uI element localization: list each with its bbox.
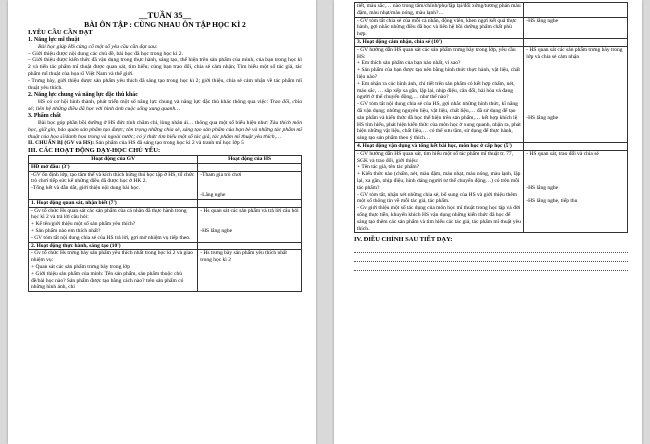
header-teacher: Hoạt động của GV [29, 155, 198, 163]
section-heading-objectives: I.YÊU CẦU CẦN ĐẠT [28, 29, 93, 36]
objective-line: – Giới thiệu được kiến thức đã vận dụng trong thực hành, sáng tạo, thể hiện trên sản phẩm của mình, của bạn trong học kì 2 và tiến tác phẩm mĩ thuật được quan sát, tìm hiểu; củng bạn trao đổi, chia sẻ cảm nhận; Tìm hiểu một số tác giả, tác phẩm mĩ thuật của họa sĩ Việt Nam và thế giới. [28, 57, 302, 78]
teacher-activity-cell: 2. Hoạt động thực hành, sáng tạo (10') [29, 242, 198, 250]
qualities-text [28, 120, 302, 141]
table-row [29, 250, 302, 292]
section-heading-activities: III. CÁC HOẠT ĐỘNG DẠY-HỌC CHỦ YẾU: [28, 147, 161, 155]
student-activity-cell [524, 142, 628, 150]
student-activity-cell: - Hs trưng bày sản phẩm yêu thích nhất trong học kì 2 [198, 250, 302, 292]
document-page-1 [8, 0, 316, 444]
student-activity-cell: - HS quan sát các sản phẩm trưng bày trong lớp và chia sẻ cảm nhận -HS lắng nghe [524, 46, 628, 142]
teacher-activity-cell: - GV hướng dẫn HS quan sát, tìm hiểu một số tác phẩm mĩ thuật tr. 77, SGK và trao đổi, giới thiệu: + Tên tác giả, tên tác phẩm? + Kiến thức nào (chấm, nét, màu đậm, màu nhạt, màu nóng, màu lạnh, lặp lại, xa gần, nhịp điệu, hình dáng người tư thế chuyển động…) có trên mỗi tác phẩm? - GV tóm tắt, nhận xét những chia sẻ, bổ sung của HS và giới thiệu thêm một số thông tin về mỗi tác giả, tác phẩm. - Gv giới thiệu một số tác dụng của môn học mĩ thuật trong học tập và đời sống thực tiễn, khuyến khích HS vận dụng những kiến thức đã học để sáng tạo thêm các sản phẩm và tìm hiểu các tác giả, tác phẩm mĩ thuật yêu thích. [355, 150, 524, 233]
subheading-qualities: 3. Phẩm chất [28, 112, 61, 119]
table-header-row [29, 155, 302, 163]
student-activity-cell [198, 163, 302, 171]
section-heading-adjustment: IV. ĐIỀU CHỈNH SAU TIẾT DẠY: [354, 236, 453, 244]
page-1-content [28, 10, 302, 292]
table-row [355, 17, 628, 38]
teacher-activity-cell: - GV tóm tắt chia sẻ của mỗi cá nhân, động viên, khen ngợi kết quả thực hành, gợi nhắc những điều đã học và liên hệ bồi dưỡng phẩm chất phù hợp. [355, 17, 524, 38]
activities-table-page-1 [28, 155, 302, 292]
teacher-activity-cell: 1. Hoạt động quan sát, nhận biết (7') [29, 199, 198, 207]
table-row [29, 207, 302, 242]
activities-table-page-2 [354, 2, 628, 233]
table-section-row [29, 163, 302, 171]
objective-line: – Giới thiệu được nội dung các chủ đề, bài học đã học trong học kì 2. [28, 50, 183, 57]
student-activity-cell [524, 3, 628, 18]
table-row [355, 3, 628, 18]
table-row [355, 46, 628, 142]
table-row [29, 171, 302, 199]
teacher-activity-cell: tiết, màu sắc,… nào trong tâm/chính/phụ/lặp lại/đối xứng/tương phản màu đậm, màu nhạt/màu nóng, màu lạnh?… [355, 3, 524, 18]
student-activity-cell [524, 38, 628, 46]
teacher-activity-cell: HĐ mở đầu: (3') [29, 163, 198, 171]
general-competence-body: HS có cơ hội hình thành, phát triển một số năng lực chung và năng lực đặc thù khác thông qua việc: [38, 98, 269, 105]
document-page-2 [334, 0, 642, 444]
table-section-row [29, 242, 302, 250]
teacher-activity-cell: - Gv tổ chức Hs quan sát các sản phẩm của cá nhân đã thực hành trong học kì 2 và trả lời câu hỏi: + Kể tên/giới thiệu một số sản phẩm yêu thích? + Sản phẩm nào em thích nhất? - GV tóm tắt nội dung chia sẻ của HS trả lời, gợi mở nhiệm vụ tiếp theo. [29, 207, 198, 242]
objective-line: - Trưng bày, giới thiệu được sản phẩm yêu thích đã sáng tạo trong học kì 2; giới thiệu, chia sẻ cảm nhận về tác phẩm mĩ thuật yêu thích. [28, 78, 302, 92]
student-activity-cell: -Tham gia trò chơi -Lắng nghe [198, 171, 302, 199]
header-student: Hoạt động của HS [198, 155, 302, 163]
table-row [355, 150, 628, 233]
student-activity-cell [198, 199, 302, 207]
subheading-art-competence: 1. Năng lực mĩ thuật [28, 36, 80, 43]
page-2-content [354, 2, 628, 271]
general-competence-italic: Trao đổi, chia sẻ; liên hệ những điều đã học với hình ảnh cuộc sống xung quanh… [28, 98, 303, 112]
table-section-row [355, 142, 628, 150]
preparation-label: II. CHUẨN BỊ (GV và HS): [28, 140, 95, 147]
teacher-activity-cell: - GV hướng dẫn HS quan sát các sản phẩm trưng bày trong lớp, yêu cầu HS: + Em thích sản phẩm của bạn nào nhất, vì sao? + Sản phẩm của bạn được tạo nên bằng hình thức thực hành, vật liệu, chất liệu nào? + Em nhận ra các hình ảnh, chi tiết trên sản phẩm có kết hợp chấm, nét, màu sắc, … sắp xếp xa gần, lặp lại, nhịp điệu, cân đối, hài hòa và đang người ở thế chuyển động,… như thế nào? - GV tóm tắt nội dung chia sẻ của HS, gợi nhắc những hình thức, kĩ năng đã vận dụng; những nguyên liệu, vật liệu, chất liệu,… đã sử dụng để tạo sản phẩm và kiến thức đã học thể hiện trên sản phẩm,… kết hợp khích lệ HS tìm hiểu, phát hiện kiến thức của môn học ở xung quanh, nhận ra, phát hiện những vật liệu, chất liệu,… có thể sưu tầm, sử dụng để thực hành, sáng tạo sản phẩm theo ý thích… [355, 46, 524, 142]
qualities-italic: Tàu thích môn học, giữ gìn, bảo quản sản phẩm tạo được; tôn trọng những chia sẻ, sáng tạo sản phẩm của bạn bè và những tác phẩm mĩ thuật của họa sĩ/danh họa trong và ngoài nước; có ý thức tìm hiểu một số tác giả, tác phẩm mĩ thuật yêu thích,… [28, 119, 302, 140]
preparation-text: Sản phẩm của HS đã sáng tạo trong học kì 2 và tranh mĩ học lớp 5 [95, 140, 244, 147]
qualities-body: Bài học góp phần bồi dưỡng ở HS đức tính chăm chỉ, lòng nhân ái… thông qua một số biểu hiện như: [38, 119, 268, 126]
teacher-activity-cell: -GV ổn định lớp, tạo tâm thế và kích thích hứng thú học tập ở HS, tổ chức trò chơi tiếp sức kể những điều đã được học ở HK 2. -Tổng kết và dẫn dắt, giới thiệu nội dung bài học. [29, 171, 198, 199]
objectives-intro: Bài học giúp HS củng cố một số yêu cầu cần đạt sau: [38, 43, 158, 50]
table-section-row [355, 38, 628, 46]
teacher-activity-cell: - Gv tổ chức Hs trưng bày sản phẩm yêu thích nhất trong học kì 2 và giao nhiệm vụ: + Quan sát các sản phẩm trưng bày trong lớp + Giới thiệu sản phẩm của mình: Tên sản phẩm, sản phẩm thuộc chủ đề/bài học nào? Sản phẩm được tạo bằng cách nào? trên sản phẩm có những hình ảnh, chi [29, 250, 198, 292]
teacher-activity-cell: 4. Hoạt động vận dụng và tổng kết bài học, môn học ở cấp học (5') [355, 142, 524, 150]
subheading-general-competence: 2. Năng lực chung và năng lực đặc thù khác [28, 91, 138, 98]
teacher-activity-cell: 3. Hoạt động cảm nhận, chia sẻ (10') [355, 38, 524, 46]
week-heading: __TUẦN 35__ [138, 10, 192, 20]
general-competence-text [28, 99, 302, 113]
lesson-title: BÀI ÔN TẬP : CÙNG NHAU ÔN TẬP HỌC KÌ 2 [84, 20, 246, 29]
dotted-line [354, 254, 628, 262]
table-section-row [29, 199, 302, 207]
dotted-line [354, 245, 628, 253]
dotted-line [354, 263, 628, 271]
student-activity-cell: - Hs quan sát các sản phẩm và trả lời câu hỏi -HS lắng nghe [198, 207, 302, 242]
student-activity-cell: -HS lắng nghe [524, 17, 628, 38]
student-activity-cell: - HS quan sát, trao đổi và chia sẻ -HS lắng nghe -HS lắng nghe, tiếp thu [524, 150, 628, 233]
student-activity-cell [198, 242, 302, 250]
